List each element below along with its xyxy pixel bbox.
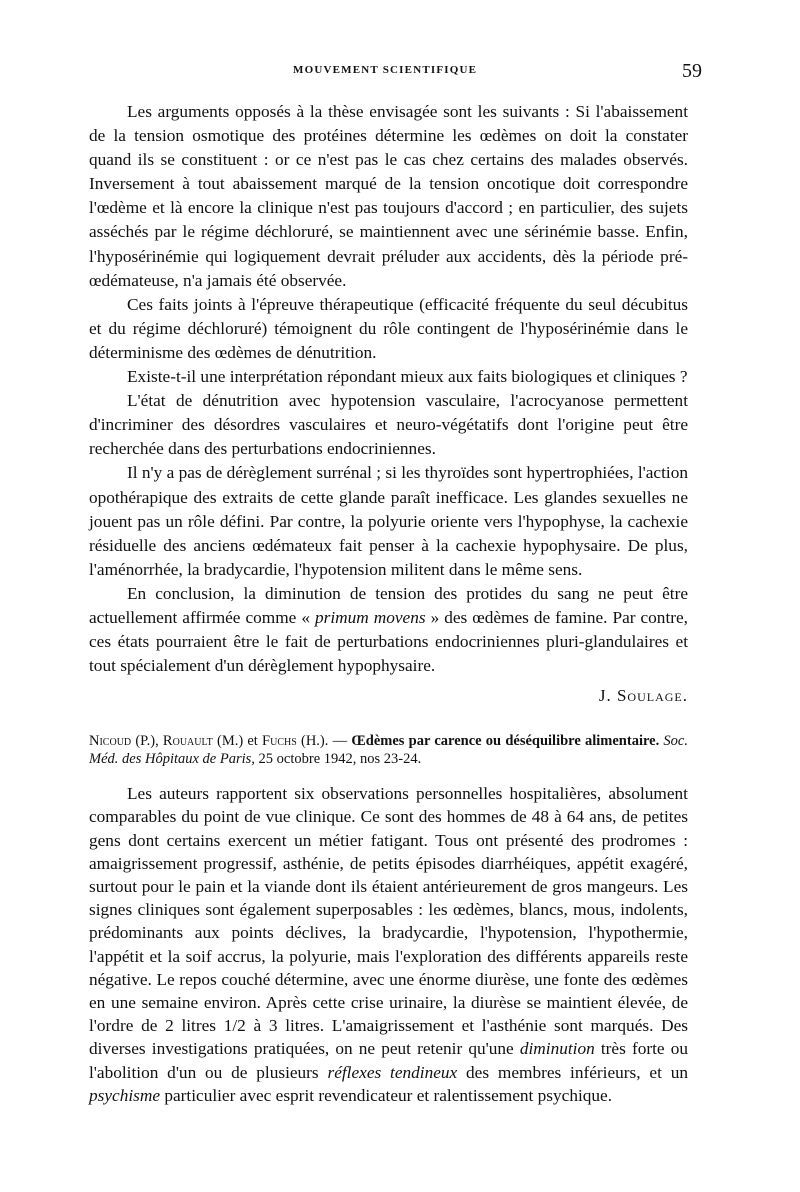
review-body <box>89 782 688 1107</box>
paragraph: L'état de dénutrition avec hypotension vasculaire, l'acrocyanose permettent d'incriminer des désordres vasculaires et neuro-végétatifs dont l'origine peut être recherchée dans des perturbations endocriniennes. <box>89 391 688 459</box>
signature-initial: J. <box>598 686 617 706</box>
conclusion-paragraph <box>89 582 688 678</box>
review-italic: réflexes tendineux <box>327 1062 458 1082</box>
paragraph: Il n'y a pas de dérèglement surrénal ; si les thyroïdes sont hypertrophiées, l'action opothérapique des extraits de cette glande paraît inefficace. Les glandes sexuelles ne jouent pas un rôle défini. Par contre, la polyurie oriente vers l'hypophyse, la cachexie résiduelle des anciens œdémateux fait penser à la cachexie hypophysaire. De plus, l'aménorrhée, la bradycardie, l'hypotension militent dans le même sens. <box>89 463 688 579</box>
paragraph: Existe-t-il une interprétation répondant mieux aux faits biologiques et cliniques ? <box>127 367 688 387</box>
article-body <box>89 100 688 678</box>
reference-journal: Soc. Méd. des Hôpitaux de Paris, <box>89 733 688 768</box>
review-text: Les auteurs rapportent six observations personnelles hospitalières, absolument comparables du point de vue clinique. Ce sont des hommes de 48 à 64 ans, de petites gens dont certains exercent un métier fatigant. Tous ont présenté des prodromes : amaigrissement progressif, asthénie, de petits épisodes diarrhéiques, appétit exagéré, surtout pour le pain et la viande dont ils étaient antérieurement de gros mangeurs. Les signes cliniques sont également superposables : les œdèmes, blancs, mous, indolents, prédominants aux points déclives, la bradycardie, l'hypotension, l'hypothermie, l'appétit et la soif accrus, la polyurie, mais l'exploration des différents appareils reste négative. Le repos couché détermine, avec une énorme diurèse, une fonte des œdèmes en une semaine environ. Après cette crise urinaire, la diurèse se maintient élevée, de l'ordre de 2 litres 1/2 à 3 litres. L'amaigrissement et l'asthénie sont marqués. Des diverses investigations pratiquées, on ne peut retenir qu'une <box>89 784 688 1059</box>
author-name: Rouault <box>162 733 213 750</box>
running-head <box>89 60 702 82</box>
paragraph: Les arguments opposés à la thèse envisagée sont les suivants : Si l'abaissement de la tension osmotique des protéines détermine les œdèmes on doit la constater quand ils se constituent : or ce n'est pas le cas chez certains des malades observés. Inversement à tout abaissement marqué de la tension oncotique doit correspondre l'œdème et là encore la clinique n'est pas toujours d'accord ; en particulier, des sujets asséchés par le régime déchloruré, se maintiennent avec une sérinémie basse. Enfin, l'hyposérinémie qui logiquement devrait préluder aux accidents, dès la période pré-œdémateuse, n'a jamais été observée. <box>89 102 688 290</box>
author-name: Nicoud <box>89 733 132 750</box>
author-signature <box>89 686 688 706</box>
review-italic: psychisme <box>89 1085 161 1105</box>
page-number: 59 <box>682 60 702 82</box>
review-paragraph <box>89 782 688 1107</box>
running-title: MOUVEMENT SCIENTIFIQUE <box>293 64 478 76</box>
author-initial: (M.) et <box>212 733 263 750</box>
review-text: particulier avec esprit revendicateur et ralentissement psychique. <box>160 1085 613 1105</box>
review-text: très forte ou l'abolition d'un ou de plusieurs <box>89 1039 688 1082</box>
author-initial: (P.), <box>131 733 163 750</box>
author-initial: (H.). — <box>296 733 352 750</box>
signature-name: Soulage. <box>616 686 688 706</box>
review-italic: diminution <box>519 1039 595 1059</box>
paragraph: Ces faits joints à l'épreuve thérapeutique (efficacité fréquente du seul décubitus et du régime déchloruré) témoignent du rôle contingent de l'hyposérinémie dans le déterminisme des œdèmes de dénutrition. <box>89 294 688 362</box>
bibliographic-reference <box>89 732 688 768</box>
conclusion-italic: primum movens <box>314 607 426 627</box>
conclusion-text-end: » des œdèmes de famine. Par contre, ces états pourraient être le fait de perturbations endocriniennes pluri-glandulaires et tout spécialement d'un dérèglement hypophysaire. <box>89 607 688 676</box>
reference-title: Œdèmes par carence ou déséquilibre alimentaire. <box>351 733 660 750</box>
review-text: des membres inférieurs, et un <box>457 1062 688 1082</box>
reference-details: 25 octobre 1942, nos 23-24. <box>254 751 422 768</box>
conclusion-text: En conclusion, la diminution de tension des protides du sang ne peut être actuellement affirmée comme « <box>89 583 688 627</box>
author-name: Fuchs <box>262 733 297 750</box>
